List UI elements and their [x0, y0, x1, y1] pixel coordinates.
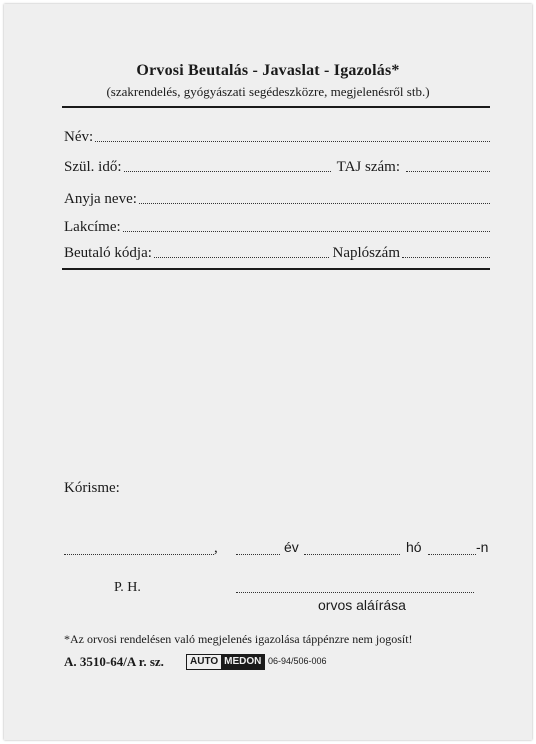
logo-part-medon: MEDON	[221, 655, 264, 669]
log-number-label: Naplószám	[332, 245, 400, 261]
print-code: 06-94/506-006	[268, 656, 327, 666]
referrer-row[interactable]	[64, 244, 492, 262]
referrer-code-label: Beutaló kódja:	[64, 245, 152, 261]
automedon-logo	[186, 654, 265, 670]
log-number-blank[interactable]	[402, 257, 490, 258]
diagnosis-label: Kórisme:	[64, 480, 120, 496]
day-blank[interactable]	[428, 554, 476, 555]
address-row[interactable]	[64, 218, 492, 236]
fields-rule	[62, 268, 490, 270]
mother-name-label: Anyja neve:	[64, 191, 137, 207]
referrer-code-blank[interactable]	[154, 257, 329, 258]
taj-blank[interactable]	[406, 171, 490, 172]
name-label: Név:	[64, 129, 94, 145]
address-blank[interactable]	[123, 231, 490, 232]
signature-label: orvos aláírása	[318, 597, 406, 613]
year-label: év	[284, 539, 299, 555]
mother-name-row[interactable]	[64, 190, 492, 208]
birth-date-label: Szül. idő:	[64, 159, 122, 175]
name-field-row[interactable]	[64, 128, 492, 146]
birth-taj-row[interactable]	[64, 158, 492, 176]
form-code: A. 3510-64/A r. sz.	[64, 654, 164, 669]
birth-date-blank[interactable]	[124, 171, 331, 172]
signature-blank[interactable]	[236, 592, 474, 593]
name-blank[interactable]	[95, 141, 490, 142]
day-suffix: -n	[476, 539, 489, 555]
mother-name-blank[interactable]	[139, 203, 490, 204]
footnote: *Az orvosi rendelésen való megjelenés igazolása táppénzre nem jogosít!	[64, 632, 413, 646]
place-comma: ,	[214, 540, 218, 556]
month-label: hó	[406, 539, 422, 555]
form-subtitle: (szakrendelés, gyógyászati segédeszközre, megjelenésről stb.)	[106, 84, 430, 99]
taj-label: TAJ szám:	[336, 159, 400, 175]
logo-part-auto: AUTO	[187, 655, 221, 669]
address-label: Lakcíme:	[64, 219, 121, 235]
header-rule	[62, 106, 490, 108]
stamp-label: P. H.	[114, 580, 141, 595]
form-title: Orvosi Beutalás - Javaslat - Igazolás*	[136, 62, 400, 79]
year-blank[interactable]	[236, 554, 280, 555]
month-blank[interactable]	[304, 554, 400, 555]
place-blank[interactable]	[64, 554, 214, 555]
form-sheet	[4, 4, 532, 740]
